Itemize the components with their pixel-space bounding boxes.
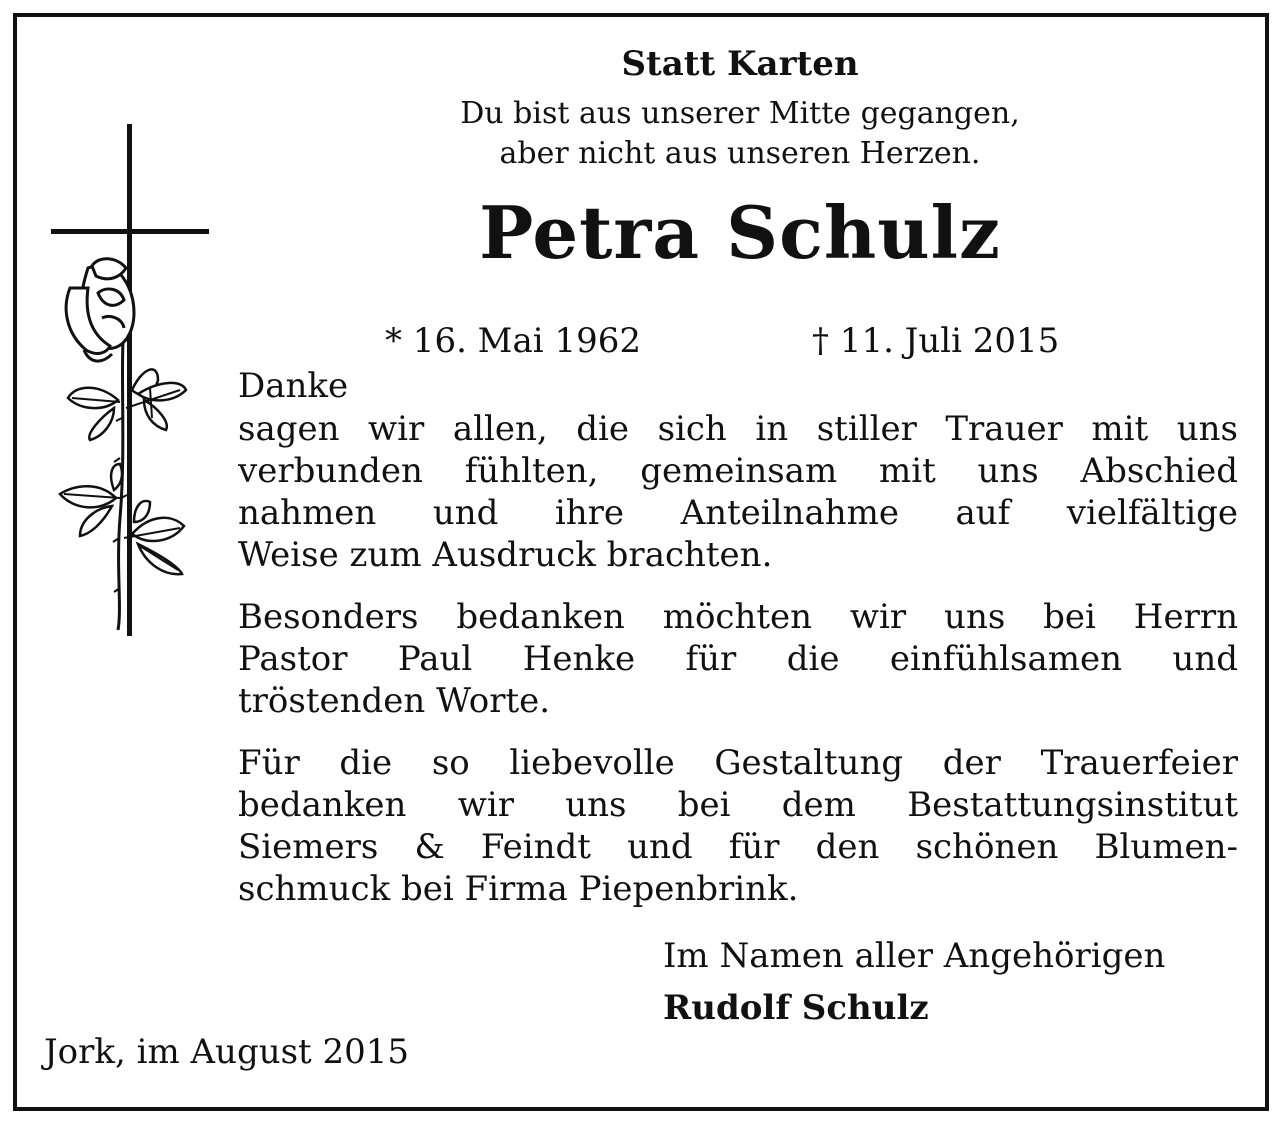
paragraph-line: Für die so liebevolle Gestaltung der Trauerfeier	[238, 743, 1238, 783]
deceased-name: Petra Schulz	[479, 190, 1001, 275]
paragraph-funeral	[238, 742, 1238, 910]
paragraph-line: schmuck bei Firma Piepenbrink.	[238, 869, 799, 909]
paragraph-line: bedanken wir uns bei dem Bestattungsinstitut	[238, 785, 1238, 825]
motto-line-2: aber nicht aus unseren Herzen.	[499, 136, 981, 171]
paragraph-line: Siemers & Feindt und für den schönen Blumen-	[238, 827, 1238, 867]
signer-name: Rudolf Schulz	[663, 988, 929, 1028]
paragraph-line: tröstenden Worte.	[238, 681, 551, 721]
place-and-date: Jork, im August 2015	[44, 1032, 410, 1072]
paragraph-line: nahmen und ihre Anteilnahme auf vielfältige	[238, 493, 1238, 533]
thanks-word: Danke	[238, 366, 349, 406]
motto-line-1: Du bist aus unserer Mitte gegangen,	[460, 96, 1020, 131]
paragraph-line: Pastor Paul Henke für die einfühlsamen und	[238, 639, 1238, 679]
death-date: † 11. Juli 2015	[812, 321, 1060, 361]
notice-heading: Statt Karten	[621, 44, 859, 84]
paragraph-pastor	[238, 596, 1238, 722]
paragraph-line: Weise zum Ausdruck brachten.	[238, 535, 773, 575]
birth-date: * 16. Mai 1962	[385, 321, 641, 361]
closing-line: Im Namen aller Angehörigen	[663, 936, 1166, 976]
paragraph-thanks	[238, 408, 1238, 576]
paragraph-line: sagen wir allen, die sich in stiller Trauer mit uns	[238, 409, 1238, 449]
paragraph-line: Besonders bedanken möchten wir uns bei Herrn	[238, 597, 1238, 637]
paragraph-line: verbunden fühlten, gemeinsam mit uns Abschied	[238, 451, 1238, 491]
cross-with-rose-icon	[40, 118, 220, 648]
